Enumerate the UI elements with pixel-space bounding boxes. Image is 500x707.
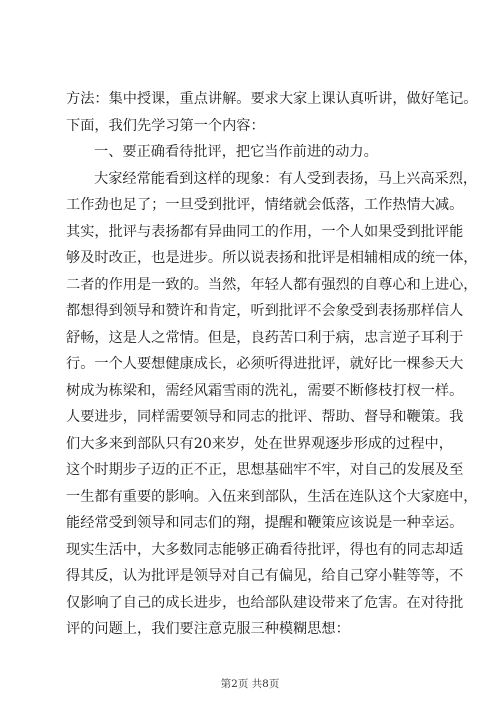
body-line: 人要进步，同样需要领导和同志的批评、帮助、督导和鞭策。我 (66, 409, 464, 425)
section-heading: 一、要正确看待批评，把它当作前进的动力。 (94, 144, 378, 160)
body-line: 下面，我们先学习第一个内容： (66, 117, 265, 134)
body-line: 够及时改正，也是进步。所以说表扬和批评是相辅相成的统一体， (66, 250, 478, 266)
document-body (66, 86, 478, 643)
paragraph-first-line: 大家经常能看到这样的现象：有人受到表扬，马上兴高采烈， (94, 170, 478, 187)
body-line: 能经常受到领导和同志们的翔，提醒和鞭策应该说是一种幸运。 (66, 515, 464, 531)
body-line: 评的问题上，我们要注意克服三种模糊思想： (66, 621, 350, 637)
body-line: 们大多来到部队只有20来岁，处在世界观逐步形成的过程中， (66, 435, 453, 452)
body-line: 工作劲也足了；一旦受到批评，情绪就会低落，工作热情大减。 (66, 197, 464, 213)
body-line: 现实生活中，大多数同志能够正确看待批评，得也有的同志却适 (66, 541, 464, 558)
body-line: 得其反，认为批评是领导对自己有偏见，给自己穿小鞋等等，不 (66, 568, 464, 584)
body-line: 行。一个人要想健康成长，必须听得进批评，就好比一棵参天大 (66, 356, 464, 372)
body-line: 二者的作用是一致的。当然，年轻人都有强烈的自尊心和上进心， (66, 276, 478, 293)
body-line: 其实，批评与表扬都有异曲同工的作用，一个人如果受到批评能 (66, 223, 464, 240)
body-line: 都想得到领导和赞许和肯定，听到批评不会象受到表扬那样信人 (66, 303, 464, 319)
body-line: 方法：集中授课，重点讲解。要求大家上课认真听讲，做好笔记。 (66, 91, 478, 107)
body-line: 这个时期步子迈的正不正，思想基础牢不牢，对自己的发展及至 (66, 462, 464, 478)
page-number-footer: 第2页 共8页 (220, 678, 280, 690)
body-line: 仅影响了自己的成长进步，也给部队建设带来了危害。在对待批 (66, 594, 464, 611)
body-line: 舒畅，这是人之常情。但是，良药苦口利于病，忠言逆子耳利于 (66, 329, 464, 346)
body-line: 树成为栋梁和，需经风霜雪雨的洗礼，需要不断修枝打杈一样。 (66, 382, 464, 399)
body-line: 一生都有重要的影响。入伍来到部队，生活在连队这个大家庭中， (66, 488, 478, 505)
